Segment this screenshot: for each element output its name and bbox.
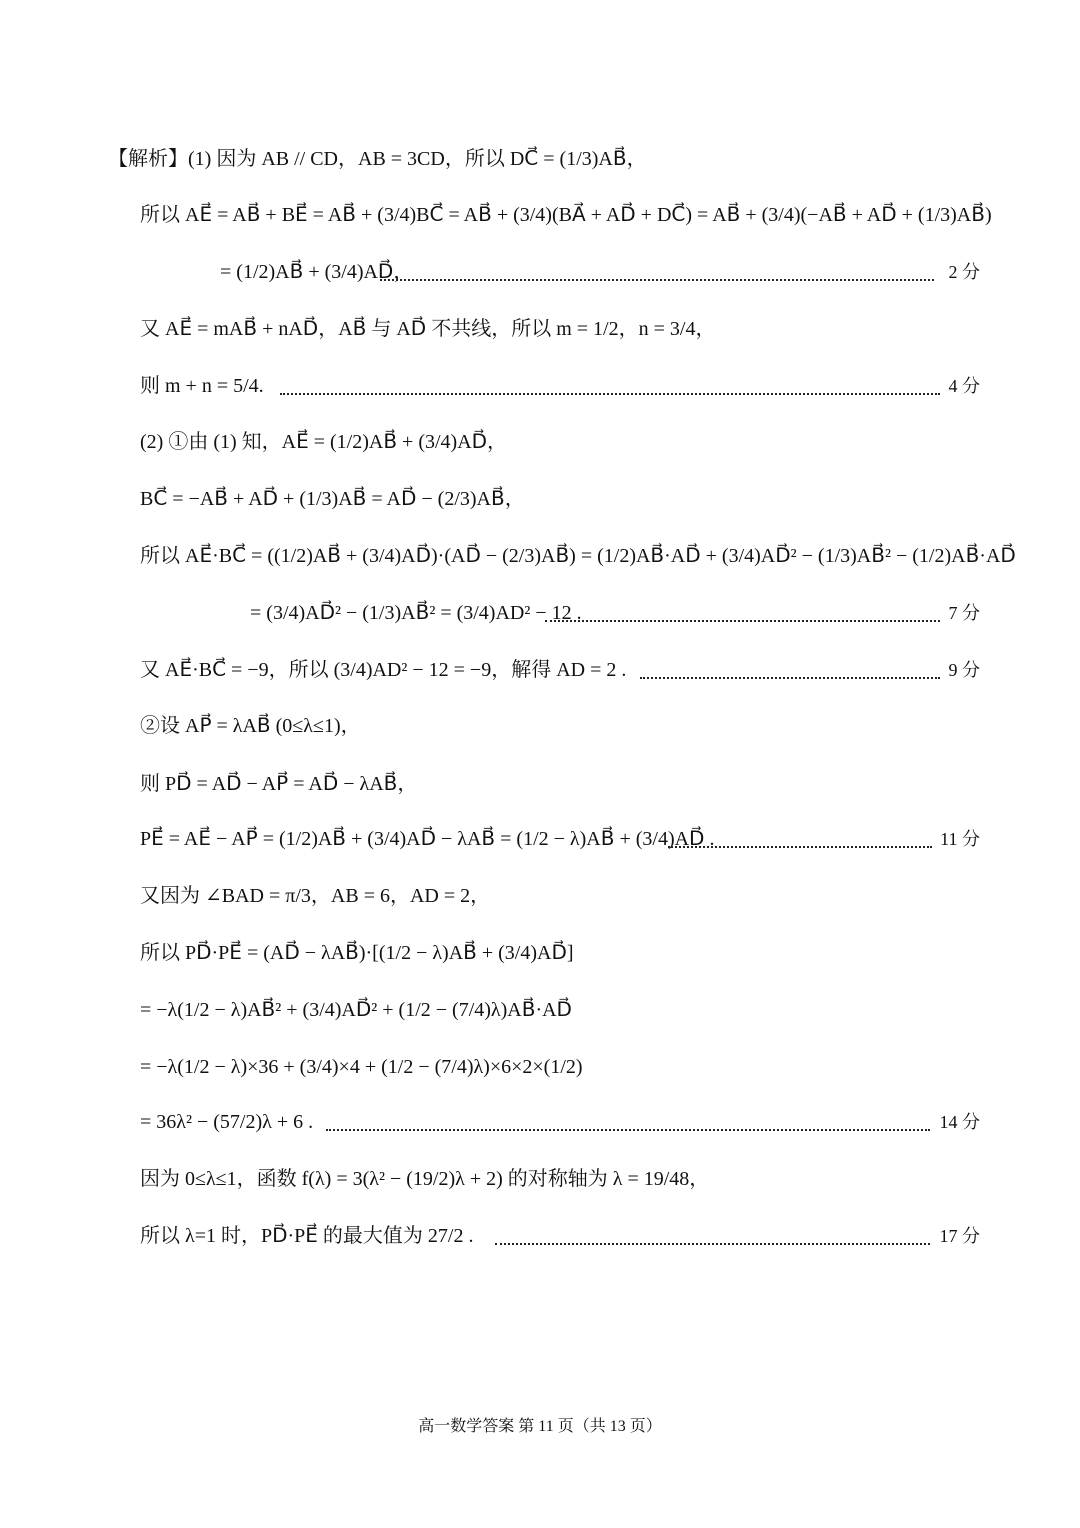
leader-dots xyxy=(326,1071,930,1131)
line-9-text: = (3/4)AD⃗² − (1/3)AB⃗² = (3/4)AD² − 12 . xyxy=(250,602,582,624)
line-13-text: PE⃗ = AE⃗ − AP⃗ = (1/2)AB⃗ + (3/4)AD⃗ − λAB⃗ = (1/2 − λ)AB⃗ + (3/4)AD⃗ . xyxy=(140,828,715,850)
line-16-text: = −λ(1/2 − λ)AB⃗² + (3/4)AD⃗² + (1/2 − (7/4)λ)AB⃗·AD⃗ xyxy=(140,999,572,1021)
line-1 xyxy=(0,130,1080,188)
leader-dots xyxy=(640,619,940,679)
line-13 xyxy=(0,810,1080,868)
line-14-text: 又因为 ∠BAD = π/3，AB = 6，AD = 2， xyxy=(140,885,491,907)
line-15 xyxy=(0,924,1080,982)
line-2-text: 所以 AE⃗ = AB⃗ + BE⃗ = AB⃗ + (3/4)BC⃗ = AB⃗ + (3/4)(BA⃗ + AD⃗ + DC⃗) = AB⃗ + (3/4)(−AB⃗ + AD⃗ + (1/3)AB⃗) xyxy=(140,204,992,226)
line-19-text: 因为 0≤λ≤1，函数 f(λ) = 3(λ² − (19/2)λ + 2) 的对称轴为 λ = 19/48， xyxy=(140,1168,710,1190)
line-4-text: 又 AE⃗ = mAB⃗ + nAD⃗，AB⃗ 与 AD⃗ 不共线，所以 m = 1/2，n = 3/4， xyxy=(140,318,716,340)
line-7-text: BC⃗ = −AB⃗ + AD⃗ + (1/3)AB⃗ = AD⃗ − (2/3)AB⃗， xyxy=(140,488,525,510)
leader-dots xyxy=(380,221,934,281)
line-17-text: = −λ(1/2 − λ)×36 + (3/4)×4 + (1/2 − (7/4)λ)×6×2×(1/2) xyxy=(140,1056,583,1078)
line-10 xyxy=(0,641,1080,699)
line-8-text: 所以 AE⃗·BC⃗ = ((1/2)AB⃗ + (3/4)AD⃗)·(AD⃗ − (2/3)AB⃗) = (1/2)AB⃗·AD⃗ + (3/4)AD⃗² − (1/3)AB⃗² − (1/2)AB⃗·AD⃗ xyxy=(140,545,1016,567)
line-18 xyxy=(0,1093,1080,1151)
line-15-text: 所以 PD⃗·PE⃗ = (AD⃗ − λAB⃗)·[(1/2 − λ)AB⃗ + (3/4)AD⃗] xyxy=(140,942,574,964)
line-3-text: = (1/2)AB⃗ + (3/4)AD⃗， xyxy=(220,261,414,283)
line-1-text: 【解析】(1) 因为 AB // CD，AB = 3CD，所以 DC⃗ = (1/3)AB⃗， xyxy=(108,148,647,170)
score-4: 4 分 xyxy=(948,376,980,396)
score-7: 7 分 xyxy=(948,603,980,623)
line-5-text: 则 m + n = 5/4. xyxy=(140,375,264,397)
line-11-text: ②设 AP⃗ = λAB⃗ (0≤λ≤1)， xyxy=(140,715,361,737)
line-10-text: 又 AE⃗·BC⃗ = −9，所以 (3/4)AD² − 12 = −9，解得 AD = 2 . xyxy=(140,659,627,681)
score-11: 11 分 xyxy=(940,829,980,849)
line-20 xyxy=(0,1207,1080,1265)
line-6-text: (2) ①由 (1) 知，AE⃗ = (1/2)AB⃗ + (3/4)AD⃗， xyxy=(140,431,508,453)
line-18-text: = 36λ² − (57/2)λ + 6 . xyxy=(140,1111,314,1133)
line-3 xyxy=(0,243,1080,301)
line-11 xyxy=(0,697,1080,755)
page-footer: 高一数学答案 第 11 页（共 13 页） xyxy=(418,1418,662,1435)
score-2: 2 分 xyxy=(948,262,980,282)
line-6 xyxy=(0,413,1080,471)
line-7 xyxy=(0,470,1080,528)
leader-dots xyxy=(545,562,940,622)
line-5 xyxy=(0,357,1080,415)
score-14: 14 分 xyxy=(939,1112,980,1132)
leader-dots xyxy=(668,788,932,848)
leader-dots xyxy=(495,1185,930,1245)
line-12-text: 则 PD⃗ = AD⃗ − AP⃗ = AD⃗ − λAB⃗， xyxy=(140,773,418,795)
score-9: 9 分 xyxy=(948,660,980,680)
line-20-text: 所以 λ=1 时，PD⃗·PE⃗ 的最大值为 27/2 . xyxy=(140,1225,474,1247)
leader-dots xyxy=(280,335,940,395)
line-16 xyxy=(0,981,1080,1039)
score-17: 17 分 xyxy=(939,1226,980,1246)
line-14 xyxy=(0,867,1080,925)
